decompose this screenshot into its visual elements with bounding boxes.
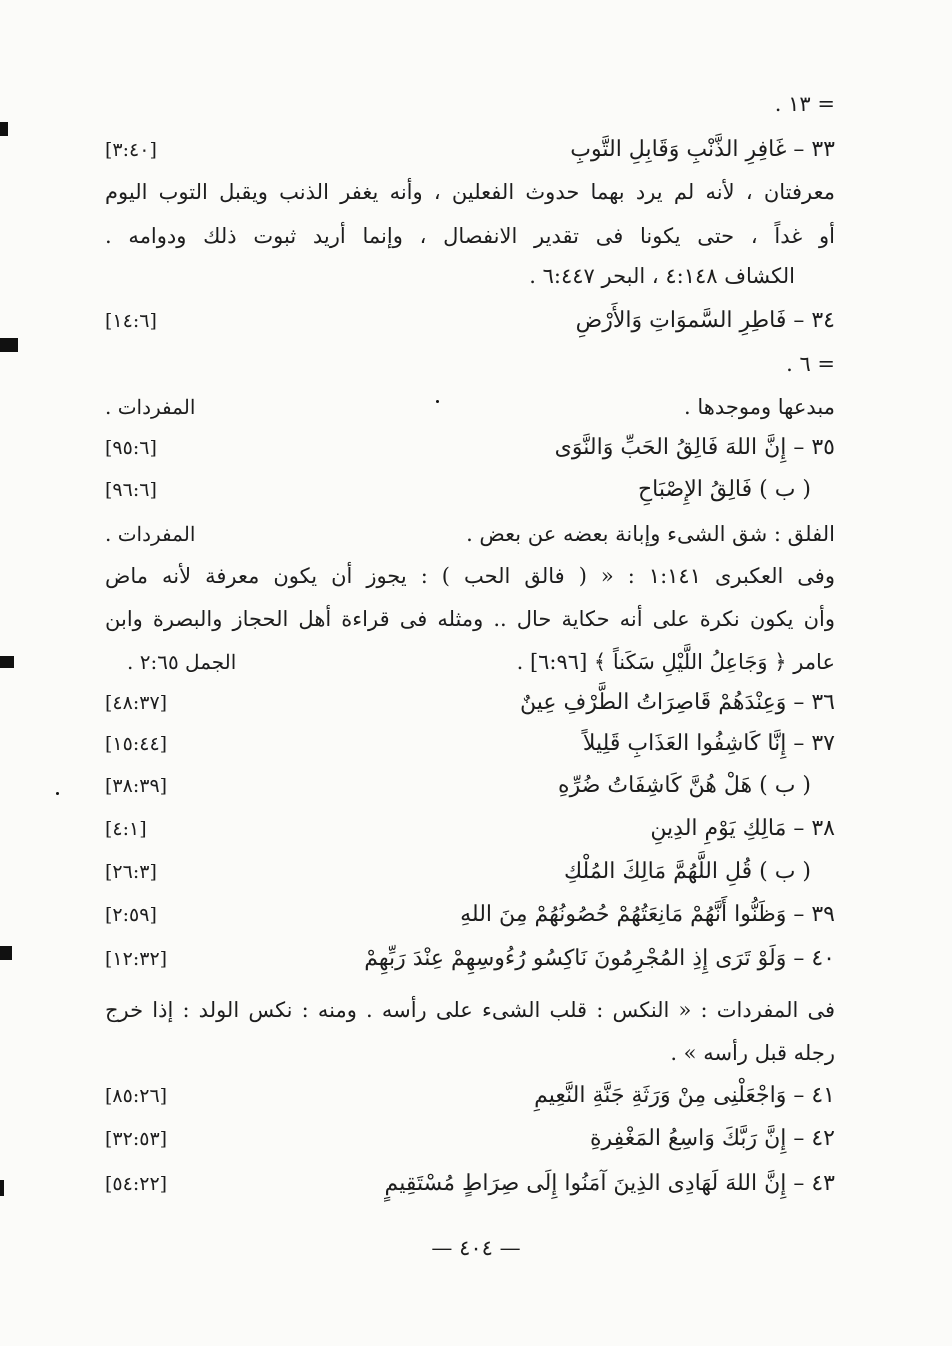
line-text: ٤٠ – وَلَوْ تَرَى إِذِ المُجْرِمُونَ نَاكِسُو رُءُوسِهِمْ عِنْدَ رَبِّهِمْ <box>364 946 835 971</box>
scan-mark <box>0 656 14 668</box>
text-line-23 <box>105 1033 835 1073</box>
line-text: عامر ﴿ وَجَاعِلُ اللَّيْلِ سَكَناً ﴾ [٦:٩٦] . <box>516 650 835 674</box>
verse-reference: [٤٨:٣٧] <box>105 692 168 714</box>
scan-dot <box>56 792 59 795</box>
line-text: مبدعها وموجدها . <box>684 395 835 419</box>
entry-34 <box>105 301 835 341</box>
entry-42 <box>105 1119 835 1159</box>
entry-37b <box>105 766 835 806</box>
text-line-3 <box>105 172 835 212</box>
source-citation: المفردات . <box>105 522 196 546</box>
text-line-8 <box>105 387 835 427</box>
line-text: ٣٦ – وَعِنْدَهُمْ قَاصِرَاتُ الطَّرْفِ عِينٌ <box>520 690 835 715</box>
line-text: = ٦ . <box>786 352 835 376</box>
entry-39 <box>105 895 835 935</box>
line-text: ( ب ) هَلْ هُنَّ كَاشِفَاتُ ضُرِّهِ <box>558 773 811 798</box>
text-line-4 <box>105 216 835 256</box>
text-line-7 <box>105 344 835 384</box>
line-text: ٣٤ – فَاطِرِ السَّموَاتِ وَالأَرْضِ <box>575 308 835 333</box>
line-text: ٣٨ – مَالِكِ يَوْمِ الدِينِ <box>650 816 835 841</box>
text-line-1 <box>105 84 835 124</box>
verse-reference: [٩٥:٦] <box>105 437 157 459</box>
line-text: ٣٧ – إِنَّا كَاشِفُوا العَذَابِ قَلِيلاً <box>582 731 835 756</box>
entry-38b <box>105 852 835 892</box>
verse-reference: [١٤:٦] <box>105 310 157 332</box>
verse-reference: [٥٤:٢٢] <box>105 1173 168 1195</box>
entry-38 <box>105 809 835 849</box>
entry-37 <box>105 724 835 764</box>
line-text: وأن يكون نكرة على أنه حكاية حال .. ومثله فى قراءة أهل الحجاز والبصرة وابن <box>105 607 835 631</box>
line-text: ٣٣ – غَافِرِ الذَّنْبِ وَقَابِلِ التَّوبِ <box>570 137 835 162</box>
entry-35 <box>105 428 835 468</box>
line-text: = ١٣ . <box>774 92 835 116</box>
entry-43 <box>105 1164 835 1204</box>
text-line-12 <box>105 556 835 596</box>
entry-35b <box>105 470 835 510</box>
source-citation: الجمل ٢:٦٥ . <box>127 650 237 674</box>
line-text: معرفتان ، لأنه لم يرد بهما حدوث الفعلين ، وأنه يغفر الذنب ويقبل التوب اليوم <box>105 180 835 204</box>
source-citation: المفردات . <box>105 395 196 419</box>
text-line-22 <box>105 990 835 1030</box>
text-line-11 <box>105 514 835 554</box>
text-line-14 <box>105 642 835 682</box>
verse-reference: [١٥:٤٤] <box>105 733 168 755</box>
verse-reference: [٩٦:٦] <box>105 479 157 501</box>
scan-dot <box>436 400 439 403</box>
verse-reference: [٣:٤٠] <box>105 139 157 161</box>
entry-41 <box>105 1076 835 1116</box>
line-text: أو غداً ، حتى يكونا فى تقدير الانفصال ، وإنما أريد ثبوت ذلك ودوامه . <box>105 224 835 248</box>
line-text: ٤٣ – إِنَّ اللهَ لَهَادِى الذِينَ آمَنُوا إِلَى صِرَاطٍ مُسْتَقِيمٍ <box>384 1171 835 1196</box>
verse-reference: [٢٦:٣] <box>105 861 157 883</box>
line-text: ( ب ) قُلِ اللَّهُمَّ مَالِكَ المُلْكِ <box>564 859 811 884</box>
verse-reference: [٣٨:٣٩] <box>105 775 168 797</box>
entry-36 <box>105 683 835 723</box>
verse-reference: [٨٥:٢٦] <box>105 1085 168 1107</box>
scan-mark <box>0 1180 4 1196</box>
line-text: الكشاف ٤:١٤٨ ، البحر ٦:٤٤٧ . <box>529 264 795 288</box>
verse-reference: [٣٢:٥٣] <box>105 1128 168 1150</box>
scan-mark <box>0 338 18 352</box>
line-text: ٤٢ – إِنَّ رَبَّكَ وَاسِعُ المَغْفِرةِ <box>590 1126 835 1151</box>
line-text: ( ب ) فَالِقُ الإِصْبَاحِ <box>637 477 811 502</box>
text-line-13 <box>105 599 835 639</box>
verse-reference: [٤:١] <box>105 818 147 840</box>
line-text: رجله قبل رأسه » . <box>670 1041 835 1065</box>
line-text: ٣٩ – وَظَنُّوا أَنَّهُمْ مَانِعَتُهُمْ حُصُونُهُمْ مِنَ اللهِ <box>460 902 835 927</box>
line-text: وفى العكبرى ١:١٤١ : « ( فالق الحب ) : يجوز أن يكون معرفة لأنه ماض <box>105 564 835 588</box>
line-text: فى المفردات : « النكس : قلب الشىء على رأسه . ومنه : نكس الولد : إذا خرج <box>105 998 835 1022</box>
line-text: ٣٥ – إِنَّ اللهَ فَالِقُ الحَبِّ وَالنَّوَى <box>554 435 835 460</box>
entry-33 <box>105 130 835 170</box>
scan-mark <box>0 946 12 960</box>
text-line-5 <box>105 256 795 296</box>
page-number: — ٤٠٤ — <box>431 1236 521 1260</box>
entry-40 <box>105 939 835 979</box>
line-text: الفلق : شق الشىء وإبانة بعضه عن بعض . <box>466 522 835 546</box>
scan-mark <box>0 122 8 136</box>
verse-reference: [١٢:٣٢] <box>105 948 168 970</box>
line-text: ٤١ – وَاجْعَلْنِى مِنْ وَرَثَةِ جَنَّةِ النَّعِيمِ <box>534 1083 835 1108</box>
verse-reference: [٢:٥٩] <box>105 904 157 926</box>
